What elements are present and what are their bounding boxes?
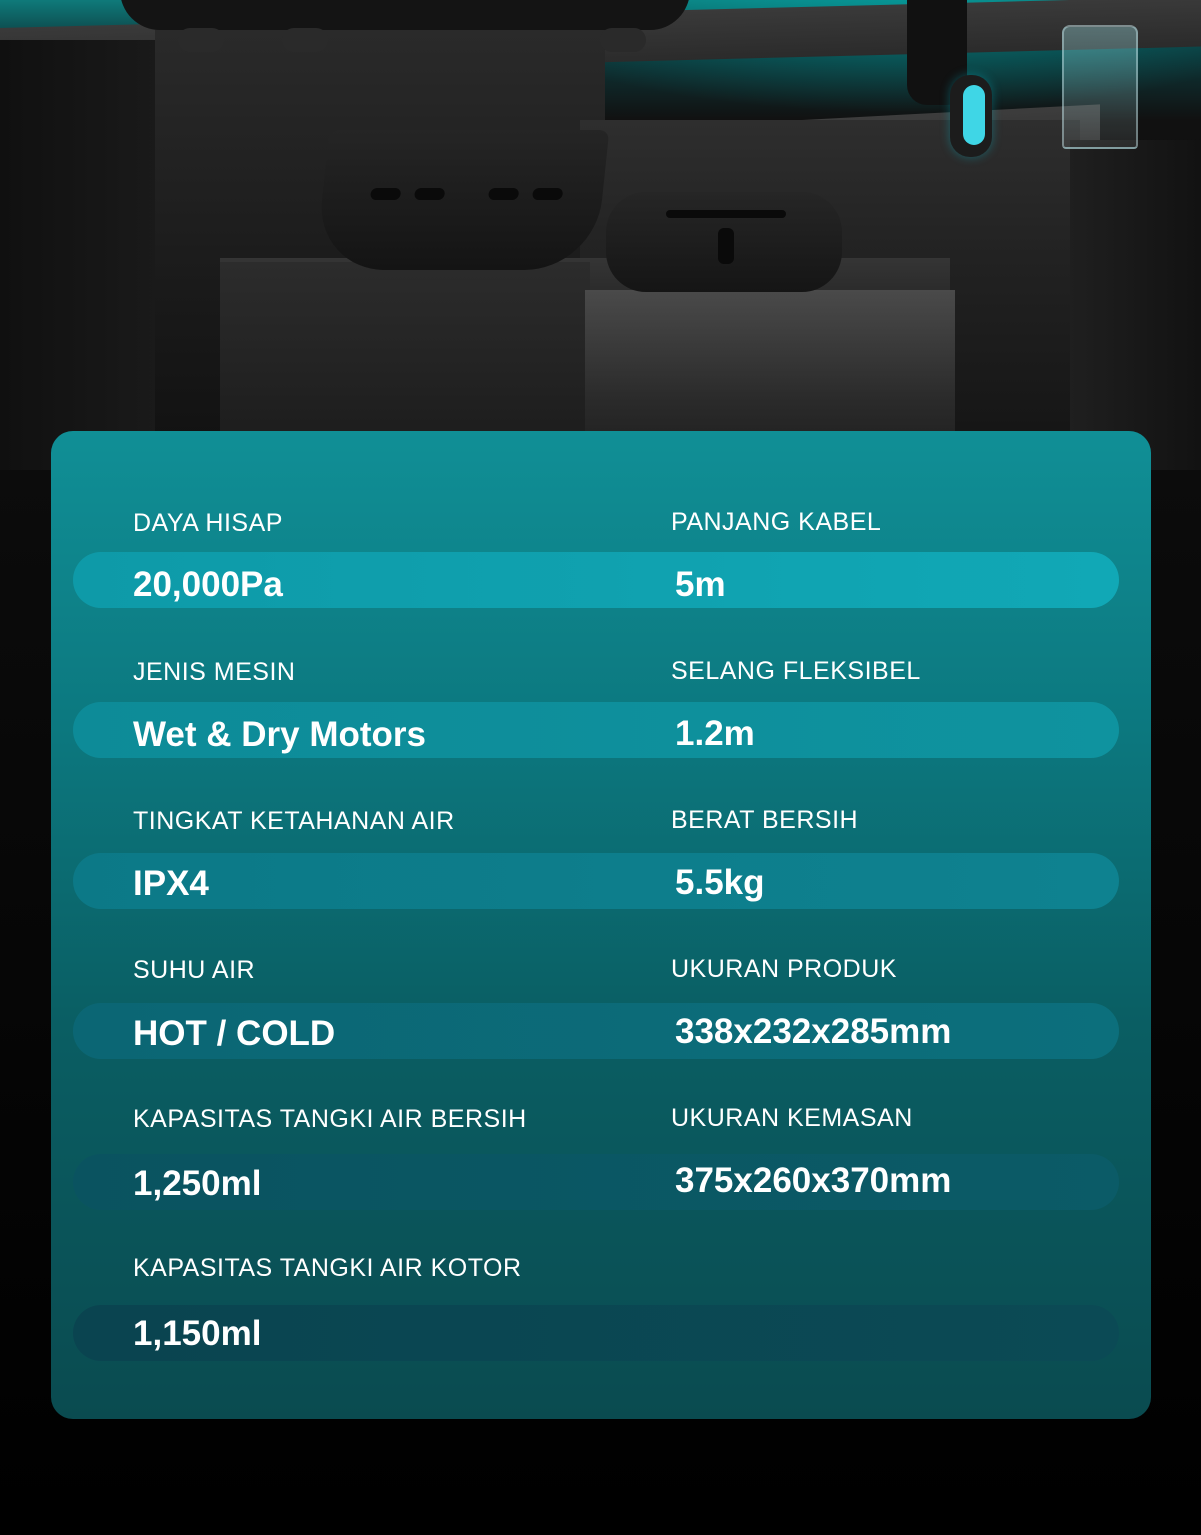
spec-value-flexible-hose: 1.2m bbox=[675, 714, 755, 753]
mop-pad-icon bbox=[315, 130, 610, 270]
spec-label-product-size: UKURAN PRODUK bbox=[671, 955, 897, 983]
spec-value-suction: 20,000Pa bbox=[133, 565, 283, 604]
spec-value-net-weight: 5.5kg bbox=[675, 863, 765, 902]
wheel-icon bbox=[600, 28, 646, 52]
spec-value-bar bbox=[73, 853, 1119, 909]
display-block-left bbox=[0, 40, 160, 470]
spec-label-suction: DAYA HISAP bbox=[133, 509, 283, 537]
spec-value-package-size: 375x260x370mm bbox=[675, 1161, 952, 1200]
spec-label-dirty-tank: KAPASITAS TANGKI AIR KOTOR bbox=[133, 1254, 522, 1282]
spec-label-flexible-hose: SELANG FLEKSIBEL bbox=[671, 657, 921, 685]
brush-light-icon bbox=[963, 85, 985, 145]
spec-value-product-size: 338x232x285mm bbox=[675, 1012, 952, 1051]
spec-label-cable-length: PANJANG KABEL bbox=[671, 508, 882, 536]
spec-value-water-temperature: HOT / COLD bbox=[133, 1014, 336, 1053]
robot-vacuum-icon bbox=[120, 0, 690, 30]
spec-label-net-weight: BERAT BERSIH bbox=[671, 806, 859, 834]
water-cup-icon bbox=[1062, 25, 1138, 149]
display-block-far-right bbox=[1070, 140, 1201, 470]
spec-value-dirty-tank: 1,150ml bbox=[133, 1314, 262, 1353]
spec-value-motor-type: Wet & Dry Motors bbox=[133, 715, 426, 754]
wheel-icon bbox=[282, 28, 328, 52]
spec-value-water-resistance: IPX4 bbox=[133, 864, 209, 903]
spec-label-water-resistance: TINGKAT KETAHANAN AIR bbox=[133, 807, 455, 835]
spec-label-water-temperature: SUHU AIR bbox=[133, 956, 256, 984]
spec-label-motor-type: JENIS MESIN bbox=[133, 658, 296, 686]
spec-value-cable-length: 5m bbox=[675, 565, 726, 604]
wheel-icon bbox=[178, 28, 224, 52]
spec-value-clean-tank: 1,250ml bbox=[133, 1164, 262, 1203]
spec-label-package-size: UKURAN KEMASAN bbox=[671, 1104, 913, 1132]
spec-label-clean-tank: KAPASITAS TANGKI AIR BERSIH bbox=[133, 1105, 527, 1133]
mop-holder-icon bbox=[606, 192, 842, 292]
